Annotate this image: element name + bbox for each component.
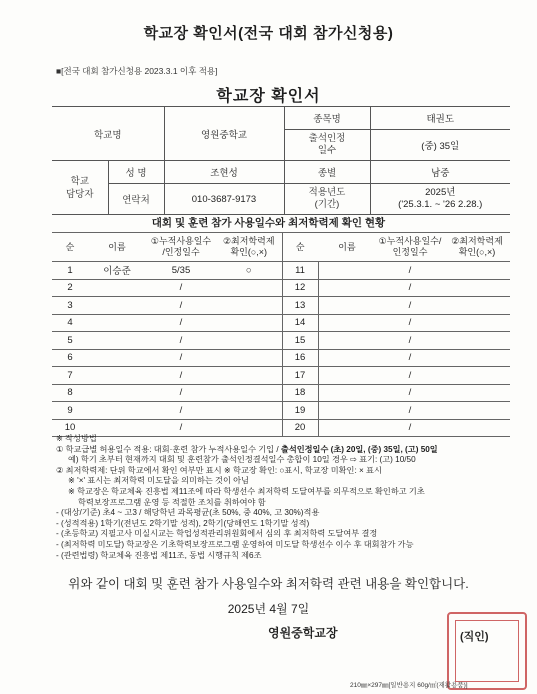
row-days-left: 5/35 (146, 262, 216, 280)
header-days-right-line2: 인정일수 (392, 247, 428, 257)
note-3: ※ '×' 표시는 최저학력 미도달을 의미하는 것이 아님 (68, 476, 249, 486)
row-check-left (216, 384, 282, 402)
row-no-left: 9 (52, 402, 88, 420)
row-no-left: 4 (52, 314, 88, 332)
issue-date: 2025년 4월 7일 (227, 602, 310, 616)
note-1-example: 예) 학기 초부터 현재까지 대회 및 훈련참가 출석인정결석일수 총합이 10일 경우 ⇨ 표기: (고) 10/50 (68, 455, 416, 465)
signer-name: 영원중학교장 (268, 626, 338, 640)
row-check-right (444, 314, 510, 332)
note-5: - (대상/기준) 초4 ~ 고3 / 해당학년 과목평균(초 50%, 중 40%, 고 30%)적용 (56, 508, 320, 518)
manager-label (52, 161, 108, 215)
section-title: 대회 및 훈련 참가 사용일수와 최저학력제 확인 현황 (151, 217, 386, 229)
row-days-right: / (376, 314, 444, 332)
row-check-left (216, 332, 282, 350)
row-no-left: 7 (52, 367, 88, 385)
row-no-right: 20 (282, 419, 318, 437)
school-name-value: 영원중학교 (164, 107, 284, 161)
header-days-right-line1: ①누적사용일수/ (378, 236, 442, 246)
document-top-title: 학교장 확인서(전국 대회 참가신청용) (143, 25, 394, 42)
contact-label: 연락처 (108, 184, 164, 215)
row-days-left: / (146, 279, 216, 297)
participation-table (52, 232, 510, 437)
row-name-right (318, 279, 376, 297)
header-days-left-line1: ①누적사용일수 (150, 236, 212, 246)
row-days-left: / (146, 314, 216, 332)
row-days-left: / (146, 402, 216, 420)
confirmation-statement: 위와 같이 대회 및 훈련 참가 사용일수와 최저학력 관련 내용을 확인합니다. (68, 577, 469, 591)
row-check-left (216, 297, 282, 315)
row-no-right: 17 (282, 367, 318, 385)
official-seal-stamp (447, 612, 527, 690)
header-min-left (216, 233, 282, 262)
row-days-left: / (146, 384, 216, 402)
header-days-left (146, 233, 216, 262)
manager-name-value: 조현성 (164, 161, 284, 184)
row-no-right: 16 (282, 349, 318, 367)
row-days-right: / (376, 402, 444, 420)
row-name-left (88, 279, 146, 297)
row-days-right: / (376, 367, 444, 385)
row-name-left (88, 314, 146, 332)
row-check-left (216, 402, 282, 420)
school-name-label: 학교명 (52, 107, 164, 161)
note-2: ② 최저학력제: 단위 학교에서 확인 여부만 표시 ※ 학교장 확인: ○표시, 학교장 미확인: × 표시 (56, 465, 382, 475)
event-label: 종목명 (284, 107, 370, 130)
row-name-left: 이승준 (88, 262, 146, 280)
note-7: - (초등학교) 지필고사 미실시교는 학업성적관리위원회에서 심의 후 최저학력 도달여부 결정 (56, 529, 378, 539)
header-min-left-line2: 확인(○,×) (230, 247, 268, 257)
notes-heading: ※ 작성방법 (56, 434, 97, 443)
header-no-right: 순 (282, 233, 318, 262)
note-8: - (최저학력 미도달) 학교장은 기초학력보장프로그램 운영하여 미도달 학생선수 이수 후 대회참가 가능 (56, 539, 414, 549)
row-check-right (444, 384, 510, 402)
row-name-left (88, 332, 146, 350)
row-check-right (444, 367, 510, 385)
row-name-right (318, 314, 376, 332)
gender-value: 남중 (370, 161, 510, 184)
row-check-right (444, 279, 510, 297)
row-name-left (88, 297, 146, 315)
row-days-left: / (146, 367, 216, 385)
row-days-right: / (376, 262, 444, 280)
header-name-left: 이름 (88, 233, 146, 262)
contact-value: 010-3687-9173 (164, 184, 284, 215)
row-check-left (216, 367, 282, 385)
info-table (52, 106, 510, 215)
row-no-right: 15 (282, 332, 318, 350)
manager-name-label: 성 명 (108, 161, 164, 184)
table-row (52, 349, 510, 367)
row-days-left: / (146, 332, 216, 350)
gender-label: 종별 (284, 161, 370, 184)
header-min-left-line1: ②최저학력제 (222, 236, 275, 246)
paper-spec-footer: 210㎜×297㎜[일반용지 60g/㎡(재활용품)] (350, 682, 468, 689)
row-no-right: 18 (282, 384, 318, 402)
table-row (52, 297, 510, 315)
attendance-days-value: (중) 35일 (370, 130, 510, 161)
manager-label-line1: 학교 (70, 175, 89, 187)
row-check-left (216, 279, 282, 297)
table-row (52, 314, 510, 332)
row-check-right (444, 349, 510, 367)
row-name-right (318, 384, 376, 402)
header-no-left: 순 (52, 233, 88, 262)
row-name-right (318, 349, 376, 367)
table-row (52, 384, 510, 402)
header-min-right-line1: ②최저학력제 (451, 236, 503, 246)
note-1 (56, 445, 526, 456)
row-name-right (318, 332, 376, 350)
row-days-left: / (146, 419, 216, 437)
header-name-right: 이름 (318, 233, 376, 262)
header-min-right-line2: 확인(○,×) (458, 247, 496, 257)
table-row (52, 402, 510, 420)
row-check-right (444, 297, 510, 315)
table-row (52, 332, 510, 350)
row-days-right: / (376, 332, 444, 350)
row-days-right: / (376, 279, 444, 297)
row-no-right: 12 (282, 279, 318, 297)
row-name-left (88, 367, 146, 385)
note-1-bold: 출석인정일수 (초) 20일, (중) 35일, (고) 50일 (280, 444, 438, 454)
apply-year-value-line1: 2025년 (425, 187, 456, 198)
attendance-days-label-line1: 출석인정 (308, 133, 346, 144)
attendance-days-label-line2: 일수 (317, 145, 337, 156)
row-check-left (216, 314, 282, 332)
table-row (52, 279, 510, 297)
row-name-left (88, 384, 146, 402)
row-no-right: 11 (282, 262, 318, 280)
header-min-right (444, 233, 510, 262)
form-title: 학교장 확인서 (216, 88, 321, 105)
note-4-cont: 학력보장프로그램 운영 등 적절한 조치를 취하여야 함 (78, 497, 266, 507)
row-check-left (216, 349, 282, 367)
row-days-right: / (376, 297, 444, 315)
header-days-right (376, 233, 444, 262)
row-name-right (318, 367, 376, 385)
apply-year-value (370, 184, 510, 215)
row-no-left: 5 (52, 332, 88, 350)
row-no-left: 8 (52, 384, 88, 402)
row-days-left: / (146, 297, 216, 315)
row-days-right: / (376, 384, 444, 402)
row-no-right: 14 (282, 314, 318, 332)
row-no-left: 10 (52, 419, 88, 437)
row-no-left: 3 (52, 297, 88, 315)
row-no-left: 1 (52, 262, 88, 280)
seal-label: (직인) (460, 631, 489, 643)
row-days-right: / (376, 419, 444, 437)
row-check-left: ○ (216, 262, 282, 280)
apply-year-label-line1: 적용년도 (308, 187, 346, 198)
apply-year-value-line2: ('25.3.1. ~ '26 2.28.) (398, 199, 483, 210)
note-4: ※ 학교장은 학교체육 진흥법 제11조에 따라 학생선수 최저학력 도달여부를 의무적으로 확인하고 기초 (68, 486, 425, 496)
row-days-right: / (376, 349, 444, 367)
row-days-left: / (146, 349, 216, 367)
row-check-right (444, 262, 510, 280)
row-check-right (444, 332, 510, 350)
row-name-right (318, 297, 376, 315)
row-no-right: 19 (282, 402, 318, 420)
row-name-right (318, 402, 376, 420)
table-row (52, 367, 510, 385)
form-version-note: ■[전국 대회 참가신청용 2023.3.1 이후 적용] (56, 66, 218, 76)
attendance-days-label (284, 130, 370, 161)
row-name-left (88, 402, 146, 420)
row-name-right (318, 262, 376, 280)
row-check-right (444, 402, 510, 420)
note-1-text: ① 학교급별 허용일수 적용: 대회·훈련 참가 누적사용일수 기입 / (56, 444, 281, 454)
note-9: - (관련법령) 학교체육 진흥법 제11조, 동법 시행규칙 제6조 (56, 550, 262, 560)
row-name-left (88, 349, 146, 367)
row-no-right: 13 (282, 297, 318, 315)
table-row (52, 262, 510, 280)
manager-label-line2: 담당자 (65, 188, 94, 200)
event-value: 태권도 (370, 107, 510, 130)
row-no-left: 2 (52, 279, 88, 297)
row-no-left: 6 (52, 349, 88, 367)
apply-year-label (284, 184, 370, 215)
note-6: - (성적적용) 1학기(전년도 2학기말 성적), 2학기(당해연도 1학기말 성적) (56, 518, 310, 528)
header-days-left-line2: /인정일수 (162, 247, 200, 257)
instructions (56, 434, 526, 561)
apply-year-label-line2: (기간) (314, 199, 340, 210)
